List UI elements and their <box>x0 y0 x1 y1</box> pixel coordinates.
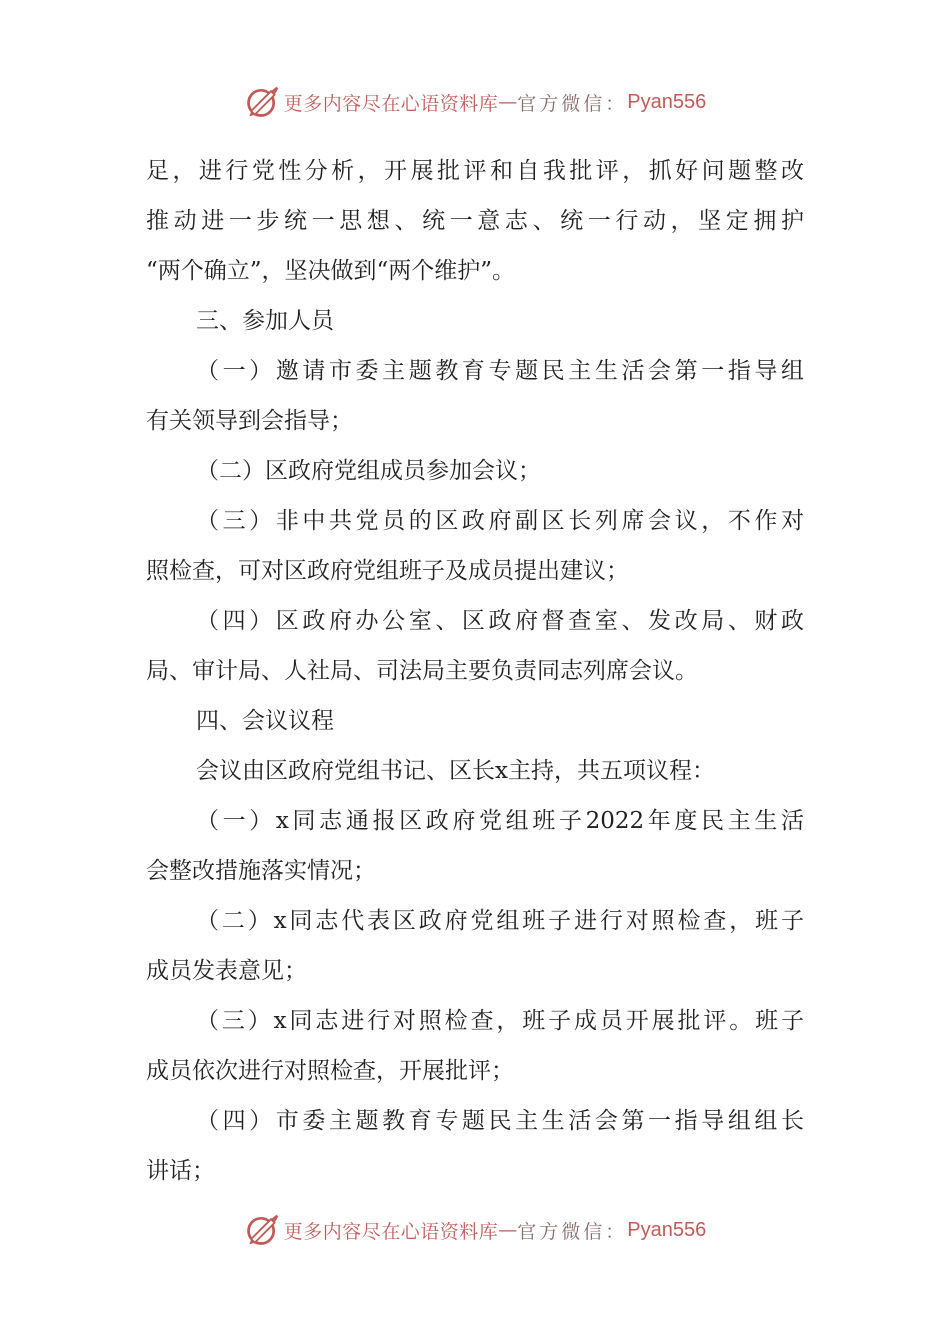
watermark-separator: — <box>498 91 518 113</box>
watermark-separator: — <box>498 1219 518 1241</box>
text-line: 推动进一步统一思想、统一意志、统一行动，坚定拥护 <box>146 208 804 234</box>
text-line: 会整改措施落实情况； <box>146 858 376 884</box>
text-line: （二）区政府党组成员参加会议； <box>196 458 541 484</box>
text-line: （二）x同志代表区政府党组班子进行对照检查，班子 <box>196 908 804 934</box>
section-heading: 三、参加人员 <box>196 308 334 334</box>
text-line: 讲话； <box>146 1158 215 1184</box>
section-heading: 四、会议议程 <box>196 708 334 734</box>
pen-logo-icon <box>244 1212 280 1248</box>
watermark-wechat-id: Pyan556 <box>627 1218 707 1241</box>
watermark-main-text: 更多内容尽在心语资料库 <box>283 1220 499 1243</box>
header-watermark <box>0 82 950 122</box>
pen-logo-icon <box>244 84 280 120</box>
text-line: 成员依次进行对照检查，开展批评； <box>146 1058 514 1084</box>
text-line: （三）非中共党员的区政府副区长列席会议，不作对 <box>196 508 804 534</box>
text-line: 局、审计局、人社局、司法局主要负责同志列席会议。 <box>146 658 698 684</box>
text-line: 足，进行党性分析，开展批评和自我批评，抓好问题整改 <box>146 158 804 184</box>
text-line: （三）x同志进行对照检查，班子成员开展批评。班子 <box>196 1008 804 1034</box>
text-line: （四）区政府办公室、区政府督查室、发改局、财政 <box>196 608 804 634</box>
text-line: （一）邀请市委主题教育专题民主生活会第一指导组 <box>196 358 804 384</box>
watermark-wechat-id: Pyan556 <box>627 90 707 113</box>
text-line: 有关领导到会指导； <box>146 408 353 434</box>
watermark-label: 官方微信： <box>517 92 628 115</box>
text-line: （四）市委主题教育专题民主生活会第一指导组组长 <box>196 1108 804 1134</box>
document-body <box>146 146 804 1196</box>
text-line: 成员发表意见； <box>146 958 307 984</box>
text-line: （一）x同志通报区政府党组班子2022年度民主生活 <box>196 808 804 834</box>
footer-watermark <box>0 1210 950 1250</box>
watermark-label: 官方微信： <box>517 1220 628 1243</box>
text-line: 照检查，可对区政府党组班子及成员提出建议； <box>146 558 629 584</box>
text-line: “两个确立”，坚决做到“两个维护”。 <box>146 258 516 284</box>
watermark-main-text: 更多内容尽在心语资料库 <box>283 92 499 115</box>
text-line: 会议由区政府党组书记、区长x主持，共五项议程： <box>196 758 715 784</box>
